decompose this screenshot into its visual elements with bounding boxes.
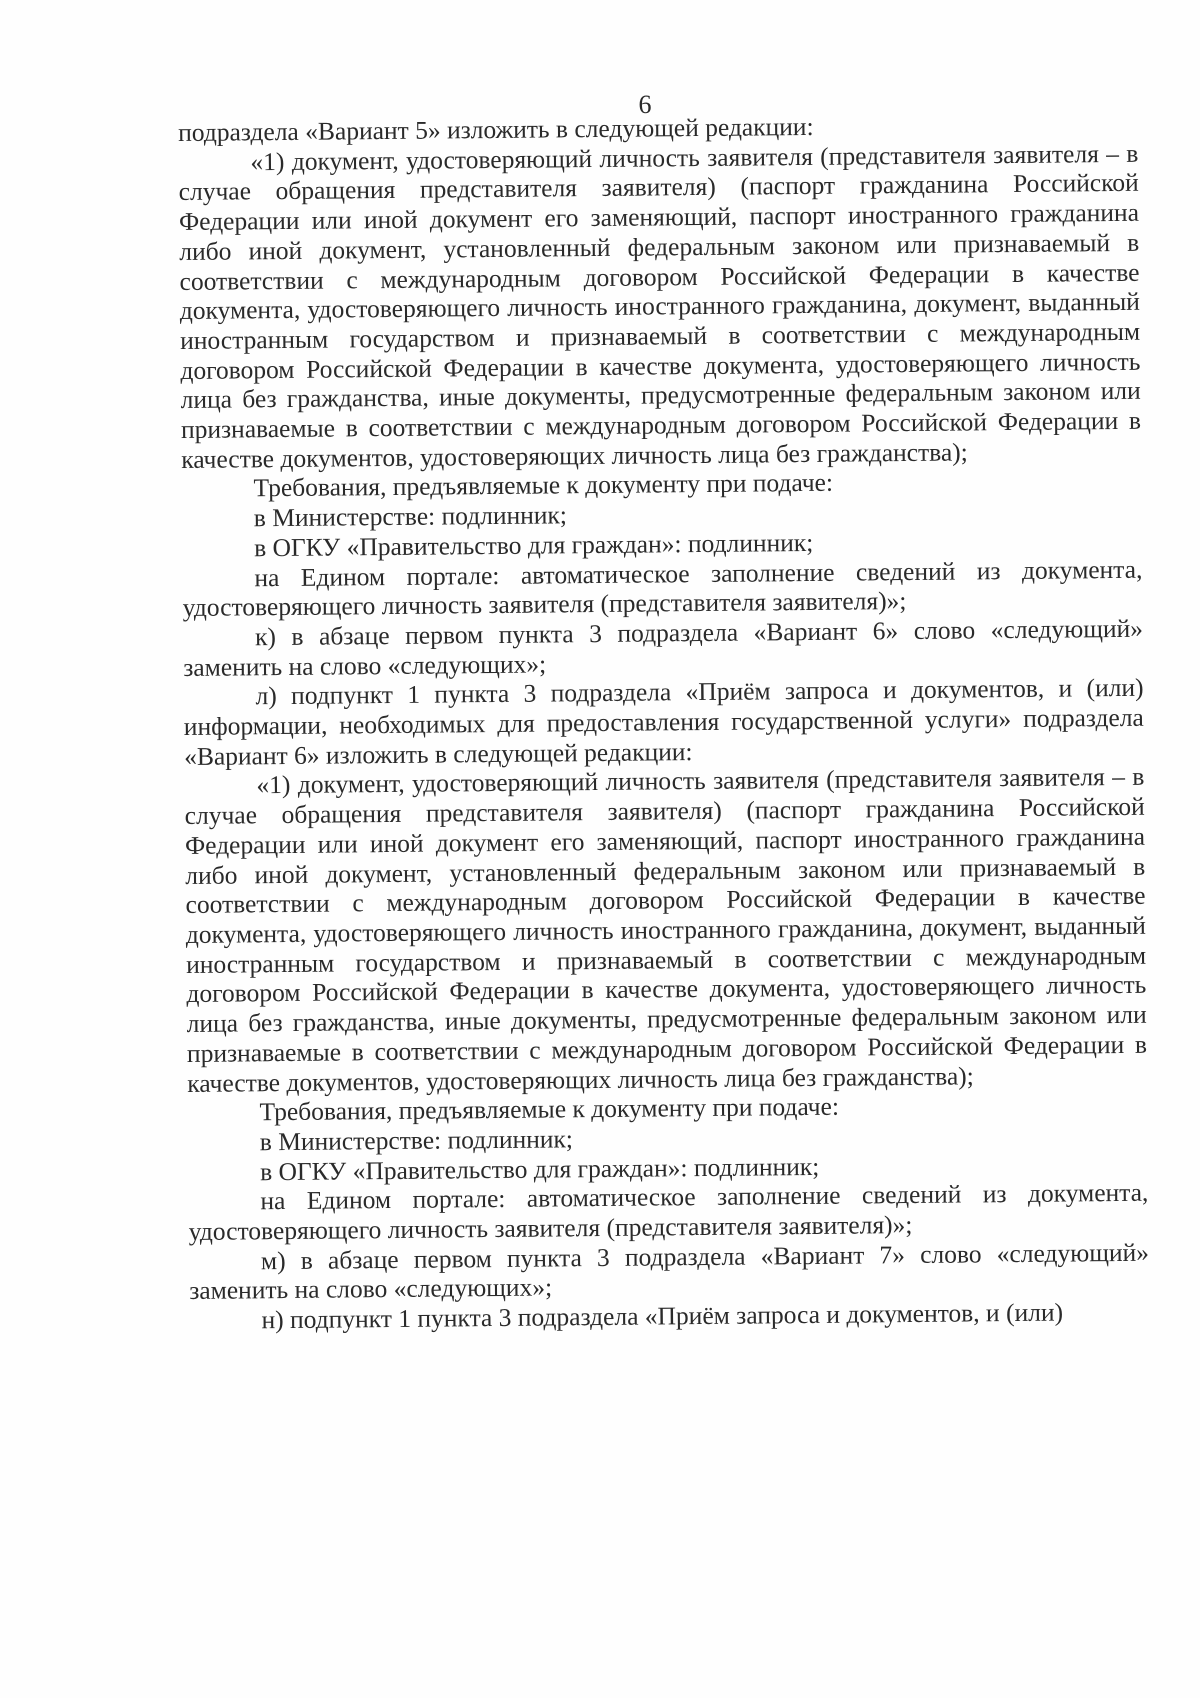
paragraph-continuation: подраздела «Вариант 5» изложить в следующей редакции: bbox=[178, 111, 814, 147]
paragraph-ministry-requirement: в Министерстве: подлинник; bbox=[253, 500, 568, 533]
page-number: 6 bbox=[638, 90, 652, 119]
paragraph-ministry-requirement: в Министерстве: подлинник; bbox=[259, 1124, 574, 1157]
paragraph-ogku-requirement: в ОГКУ «Правительство для граждан»: подлинник; bbox=[253, 527, 814, 563]
paragraph-item-k: к) в абзаце первом пункта 3 подраздела «Вариант 6» слово «следующий» заменить на слово «следующих»; bbox=[183, 613, 1144, 682]
paragraph-document-list-item: «1) документ, удостоверяющий личность заявителя (представителя заявителя – в случае обращения представителя заявителя) (паспорт гражданина Российской Федерации или иной документ его заменяющий, паспорт иностранного гражданина либо иной документ, установленный федеральным законом или признаваемый в соответствии с международным договором Российской Федерации в качестве документа, удостоверяющего личность иностранного гражданина, документ, выданный иностранным государством и признаваемый в соответствии с международным договором Российской Федерации в качестве документа, удостоверяющего личность лица без гражданства, иные документы, предусмотренные федеральным законом или признаваемые в соответствии с международным договором Российской Федерации в качестве документов, удостоверяющих личность лица без гражданства); bbox=[184, 762, 1148, 1098]
paragraph-requirements-heading: Требования, предъявляемые к документу при подаче: bbox=[259, 1091, 840, 1127]
document-body bbox=[178, 109, 1150, 1336]
paragraph-requirements-heading: Требования, предъявляемые к документу при подаче: bbox=[253, 468, 834, 503]
paragraph-item-m: м) в абзаце первом пункта 3 подраздела «Вариант 7» слово «следующий» заменить на слово «следующих»; bbox=[189, 1237, 1150, 1306]
paragraph-document-list-item: «1) документ, удостоверяющий личность заявителя (представителя заявителя – в случае обращения представителя заявителя) (паспорт гражданина Российской Федерации или иной документ его заменяющий, паспорт иностранного гражданина либо иной документ, установленный федеральным законом или признаваемый в соответствии с международным договором Российской Федерации в качестве документа, удостоверяющего личность иностранного гражданина, документ, выданный иностранным государством и признаваемый в соответствии с международным договором Российской Федерации в качестве документа, удостоверяющего личность лица без гражданства, иные документы, предусмотренные федеральным законом или признаваемые в соответствии с международным договором Российской Федерации в качестве документов, удостоверяющих личность лица без гражданства); bbox=[178, 138, 1142, 474]
paragraph-item-n: н) подпункт 1 пункта 3 подраздела «Приём запроса и документов, и (или) bbox=[261, 1297, 1064, 1335]
paragraph-ogku-requirement: в ОГКУ «Правительство для граждан»: подлинник; bbox=[259, 1151, 820, 1186]
paragraph-portal-requirement: на Едином портале: автоматическое заполнение сведений из документа, удостоверяющего личность заявителя (представителя заявителя)»; bbox=[182, 554, 1143, 623]
paragraph-portal-requirement: на Едином портале: автоматическое заполнение сведений из документа, удостоверяющего личность заявителя (представителя заявителя)»; bbox=[188, 1178, 1149, 1246]
paragraph-item-l: л) подпункт 1 пункта 3 подраздела «Приём запроса и документов, и (или) информации, необходимых для предоставления государственной услуги» подраздела «Вариант 6» изложить в следующей редакции: bbox=[183, 673, 1144, 771]
